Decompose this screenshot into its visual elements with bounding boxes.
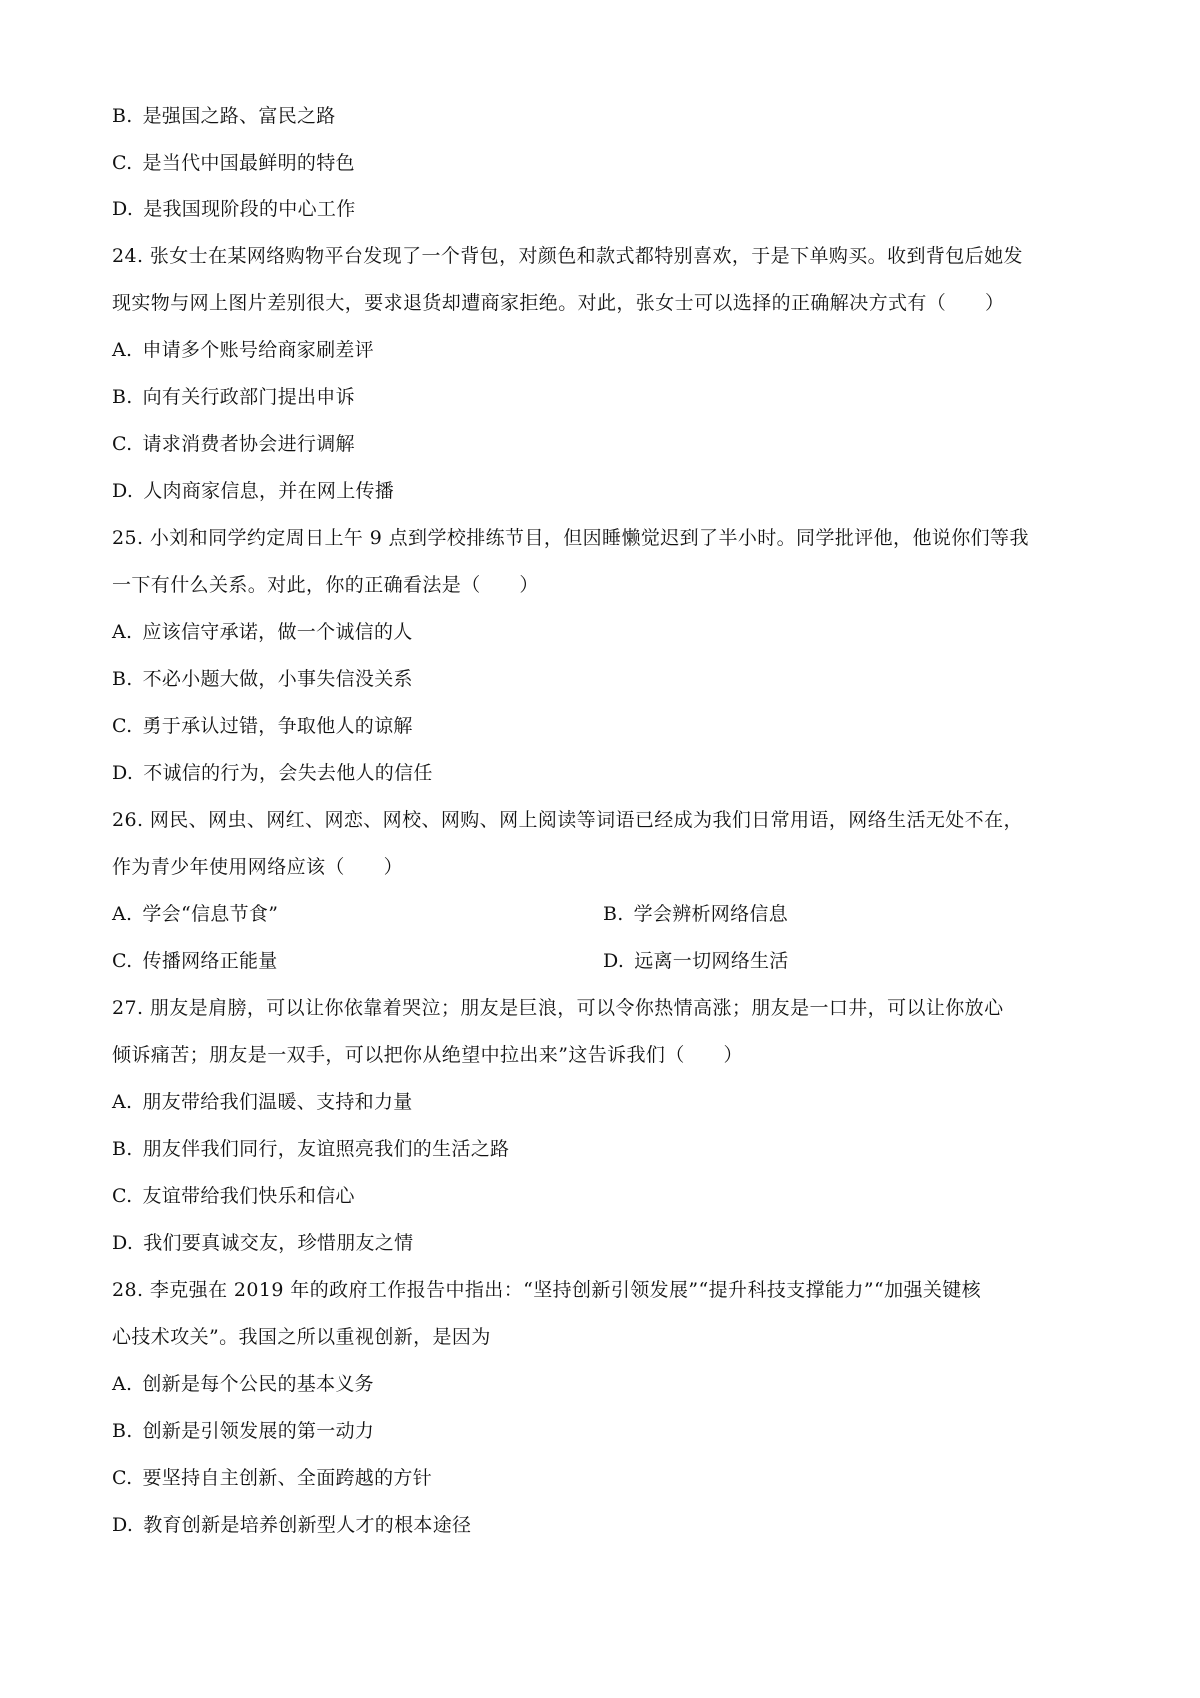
option-label: A. <box>112 339 133 361</box>
question-25-option-a <box>112 619 413 645</box>
question-number: 24. <box>112 245 144 267</box>
question-27-option-d <box>112 1230 413 1256</box>
question-24-option-c <box>112 431 355 457</box>
option-label: C. <box>112 152 133 174</box>
question-24-option-b <box>112 384 355 410</box>
question-text: 朋友是肩膀，可以让你依靠着哭泣；朋友是巨浪，可以令你热情高涨；朋友是一口井，可以让你放心 <box>149 997 1004 1019</box>
question-text: 现实物与网上图片差别很大，要求退货却遭商家拒绝。对此，张女士可以选择的正确解决方式有（ ） <box>112 292 1005 314</box>
question-24-line-1 <box>112 243 1023 269</box>
option-text: 学会“信息节食” <box>142 903 279 925</box>
option-text: 教育创新是培养创新型人才的根本途径 <box>143 1514 472 1536</box>
question-28-option-a <box>112 1371 374 1397</box>
question-text: 张女士在某网络购物平台发现了一个背包，对颜色和款式都特别喜欢，于是下单购买。收到背包后她发 <box>149 245 1023 267</box>
option-label: A. <box>112 1373 133 1395</box>
option-text: 创新是每个公民的基本义务 <box>142 1373 374 1395</box>
option-text: 我们要真诚交友，珍惜朋友之情 <box>143 1232 414 1254</box>
question-28-option-b <box>112 1418 374 1444</box>
question-number: 28. <box>112 1279 144 1301</box>
option-text: 不必小题大做，小事失信没关系 <box>142 668 413 690</box>
option-text: 是强国之路、富民之路 <box>142 105 336 127</box>
question-27-option-a <box>112 1089 413 1115</box>
option-label: C. <box>112 1185 133 1207</box>
option-label: A. <box>112 1091 133 1113</box>
option-text: 人肉商家信息，并在网上传播 <box>143 480 395 502</box>
option-text: 朋友伴我们同行，友谊照亮我们的生活之路 <box>142 1138 510 1160</box>
option-label: A. <box>112 903 133 925</box>
option-text: 申请多个账号给商家刷差评 <box>142 339 374 361</box>
question-27-option-b <box>112 1136 509 1162</box>
question-number: 25. <box>112 527 144 549</box>
option-label: A. <box>112 621 133 643</box>
question-25-option-b <box>112 666 413 692</box>
option-text: 是当代中国最鲜明的特色 <box>142 152 355 174</box>
option-label: B. <box>603 903 624 925</box>
option-label: B. <box>112 668 133 690</box>
question-27-option-c <box>112 1183 355 1209</box>
question-26-option-c <box>112 948 278 974</box>
question-27-line-1 <box>112 995 1003 1021</box>
question-text: 一下有什么关系。对此，你的正确看法是（ ） <box>112 574 539 596</box>
question-26-option-d <box>603 948 789 974</box>
question-28-line-1 <box>112 1277 981 1303</box>
question-25-line-2 <box>112 572 539 598</box>
option-text: 不诚信的行为，会失去他人的信任 <box>143 762 433 784</box>
option-label: C. <box>112 433 133 455</box>
question-number: 27. <box>112 997 144 1019</box>
option-text: 创新是引领发展的第一动力 <box>142 1420 375 1442</box>
question-28-option-d <box>112 1512 471 1538</box>
option-text: 学会辨析网络信息 <box>633 903 789 925</box>
option-label: B. <box>112 1420 133 1442</box>
question-28-option-c <box>112 1465 432 1491</box>
option-label: B. <box>112 105 133 127</box>
question-text: 心技术攻关”。我国之所以重视创新，是因为 <box>112 1326 491 1348</box>
option-label: B. <box>112 1138 133 1160</box>
question-text: 作为青少年使用网络应该（ ） <box>112 856 404 878</box>
option-text: 远离一切网络生活 <box>634 950 789 972</box>
option-text: 传播网络正能量 <box>142 950 278 972</box>
option-text: 要坚持自主创新、全面跨越的方针 <box>142 1467 433 1489</box>
question-text: 网民、网虫、网红、网恋、网校、网购、网上阅读等词语已经成为我们日常用语，网络生活无处不在， <box>149 809 1023 831</box>
option-label: D. <box>603 950 625 972</box>
option-text: 朋友带给我们温暖、支持和力量 <box>142 1091 413 1113</box>
option-label: D. <box>112 1514 134 1536</box>
option-label: C. <box>112 950 133 972</box>
option-d-prev <box>112 196 356 222</box>
question-24-option-a <box>112 337 374 363</box>
option-text: 勇于承认过错，争取他人的谅解 <box>142 715 413 737</box>
question-text: 倾诉痛苦；朋友是一双手，可以把你从绝望中拉出来”这告诉我们（ ） <box>112 1044 743 1066</box>
option-text: 请求消费者协会进行调解 <box>142 433 355 455</box>
option-label: D. <box>112 480 134 502</box>
option-c-prev <box>112 150 355 176</box>
question-25-option-d <box>112 760 433 786</box>
option-label: D. <box>112 762 134 784</box>
option-text: 友谊带给我们快乐和信心 <box>142 1185 355 1207</box>
option-text: 应该信守承诺，做一个诚信的人 <box>142 621 413 643</box>
option-label: D. <box>112 1232 134 1254</box>
question-25-line-1 <box>112 525 1029 551</box>
question-26-line-1 <box>112 807 1023 833</box>
question-27-line-2 <box>112 1042 743 1068</box>
question-26-option-b <box>603 901 788 927</box>
option-b-prev <box>112 103 336 129</box>
question-text: 小刘和同学约定周日上午 9 点到学校排练节目，但因睡懒觉迟到了半小时。同学批评他，他说你们等我 <box>149 527 1029 549</box>
option-label: C. <box>112 715 133 737</box>
question-24-line-2 <box>112 290 1004 316</box>
question-25-option-c <box>112 713 413 739</box>
question-26-option-a <box>112 901 278 927</box>
option-text: 是我国现阶段的中心工作 <box>143 198 356 220</box>
question-text: 李克强在 2019 年的政府工作报告中指出：“坚持创新引领发展”“提升科技支撑能力”“加强关键核 <box>149 1279 982 1301</box>
option-label: D. <box>112 198 134 220</box>
question-number: 26. <box>112 809 144 831</box>
option-label: B. <box>112 386 133 408</box>
question-26-line-2 <box>112 854 403 880</box>
question-24-option-d <box>112 478 394 504</box>
option-label: C. <box>112 1467 133 1489</box>
option-text: 向有关行政部门提出申诉 <box>142 386 355 408</box>
question-28-line-2 <box>112 1324 491 1350</box>
